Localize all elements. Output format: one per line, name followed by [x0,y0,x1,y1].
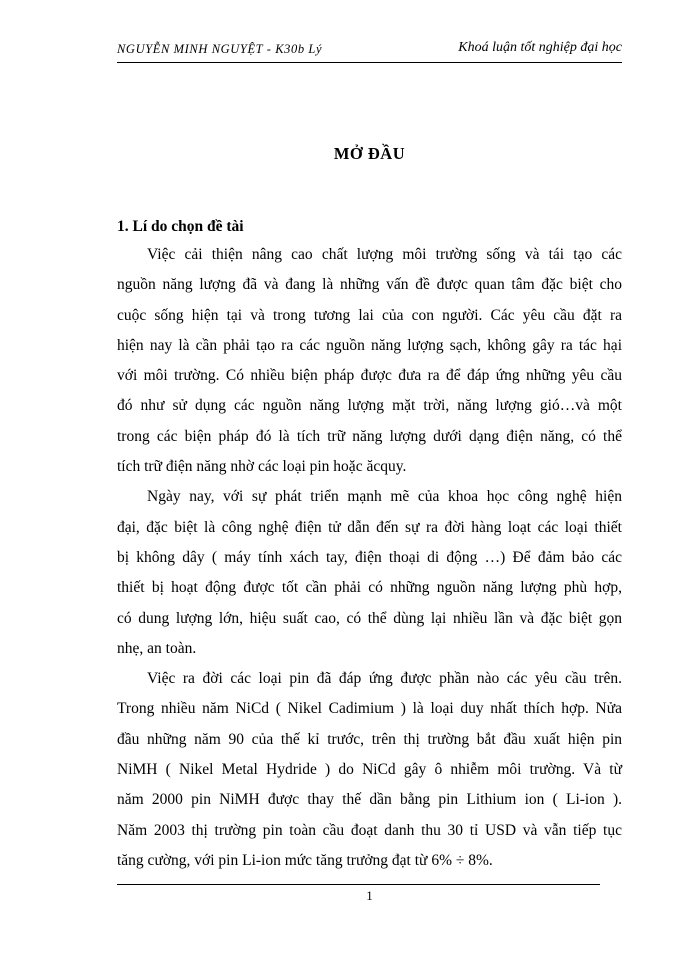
page-header [117,40,622,63]
text-line: năm 2000 pin NiMH được thay thế dần bằng pin Lithium ion ( Li-ion ). [117,791,622,809]
footer-divider [117,884,600,885]
text-line: Năm 2003 thị trường pin toàn cầu đoạt danh thu 30 tỉ USD và vẫn tiếp tục [117,821,622,839]
text-line: có dung lượng lớn, hiệu suất cao, có thể dùng lại nhiều lần và đặc biệt gọn [117,609,622,627]
text-line: cuộc sống hiện tại và trong tương lai của con người. Các yêu cầu đặt ra [117,306,622,324]
text-line: đầu những năm 90 của thế kỉ trước, trên thị trường bắt đầu xuất hiện pin [117,730,622,748]
text-line: đó như sử dụng các nguồn năng lượng mặt trời, năng lượng gió…và một [117,397,622,415]
text-line: Trong nhiều năm NiCd ( Nikel Cadimium ) là loại duy nhất thích hợp. Nửa [117,700,622,718]
text-line: Việc cải thiện nâng cao chất lượng môi trường sống và tái tạo các [147,246,622,263]
text-line: tích trữ điện năng nhờ các loại pin hoặc ăcquy. [117,458,407,476]
paragraph-1 [117,240,622,482]
text-line: thiết bị hoạt động được tốt cần phải có những nguồn năng lượng phù hợp, [117,579,622,597]
text-line: bị không dây ( máy tính xách tay, điện thoại di động …) Để đảm bảo các [117,548,622,566]
text-line: tăng cường, với pin Li-ion mức tăng trưởng đạt từ 6% ÷ 8%. [117,851,493,869]
text-line: Việc ra đời các loại pin đã đáp ứng được phần nào các yêu cầu trên. [147,670,622,688]
text-line: hiện nay là cần phải tạo ra các nguồn năng lượng sạch, không gây ra tác hại [117,336,622,354]
text-line: nguồn năng lượng đã và đang là những vấn đề được quan tâm đặc biệt cho [117,276,622,294]
body-text [117,240,622,876]
header-thesis-title: Khoá luận tốt nghiệp đại học [458,40,622,55]
text-line: đại, đặc biệt là công nghệ điện tử dẫn đến sự ra đời hàng loạt các loại thiết [117,518,622,536]
header-author: NGUYỄN MINH NGUYỆT - K30b Lý [117,42,323,56]
paragraph-2 [117,482,622,664]
page-number: 1 [366,888,373,903]
text-line: Ngày nay, với sự phát triển mạnh mẽ của khoa học công nghệ hiện [147,488,622,506]
chapter-title: MỞ ĐẦU [333,144,406,163]
text-line: trong các biện pháp đó là tích trữ năng lượng dưới dạng điện năng, có thể [117,427,622,445]
paragraph-3 [117,664,622,876]
text-line: NiMH ( Nikel Metal Hydride ) do NiCd gây ô nhiễm môi trường. Và từ [117,761,622,779]
text-line: với môi trường. Có nhiều biện pháp được đưa ra để đáp ứng những yêu cầu [117,367,622,385]
text-line: nhẹ, an toàn. [117,639,197,657]
section-heading: 1. Lí do chọn đề tài [117,218,244,235]
